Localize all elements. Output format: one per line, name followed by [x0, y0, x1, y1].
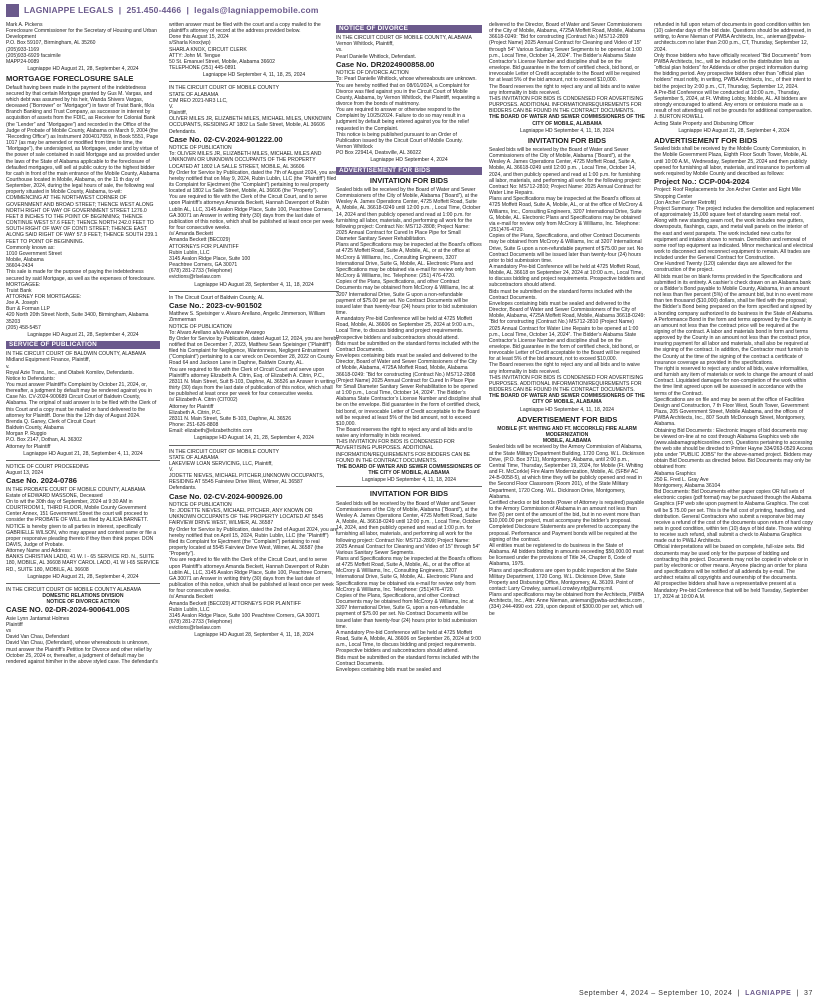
notice-text: Morgan P. Ruggio [6, 431, 47, 438]
notice-text: One Hundred Twenty (120) calendar days are allowed for the construction of the project. [654, 261, 792, 274]
notice-text: Pearl Danielle Whitlock, Defendant. [336, 53, 417, 60]
notice-text: Baldwin County, Alabama [6, 425, 64, 432]
notice-text: Email: elizabeth@elizabethcitrin.com [169, 428, 253, 435]
notice-text: vs [6, 628, 12, 635]
header-title: LAGNIAPPE LEGALS [24, 5, 114, 15]
publication-dates: Lagniappe HD August 21, 28, September 4, 2024 [678, 127, 790, 134]
notice-text: David Van Chau, (Defendant), whose whereabouts is unknown, must answer the Plaintiff’s Petition for Divorce and other relief by October 25, 2024 or, thereafter, a judgment of default may be rendered against him/her in the above styled case. The defendant’s [6, 640, 158, 665]
notice-text: Attorney for Plaintiff [169, 403, 214, 410]
notice-text: Notice to Defendants: [6, 375, 55, 382]
notice-text: JODETTE NIEVES, MICHAEL PITCHER,UNKNOWN OCCUPANTS, RESIDING AT 5545 Fairview Drive West, Wilmer, AL 36587 [169, 473, 325, 486]
notice-text: You are required to answer or otherwise respond to the Complaint by 10/25/2024. Failure to do so may result in a judgment by default being entered against you for the relief requested in the Complaint. [336, 107, 469, 132]
notice-text: Rubin Lublin, LLC [169, 249, 210, 256]
notice-text: Copies of the Plans, Specifications, and other Contract Documents may be obtained from McCrory & Williams, Inc at 3207 International Drive, Suite G upon a non-refundable payment of $75.00 per set. No Contract Documents will be issued later than twenty-four (24) hours prior to bid submission time. [336, 279, 477, 317]
notice-text: Elizabeth A. Citrin, P.C. [169, 409, 222, 416]
notice-text: To: Alvaro Arellano a/k/a Alvarare Alvarego [169, 329, 265, 336]
notice-text: All entities must be registered to do business in the State of Alabama. All bidders bidding in amounts exceeding $50,000.00 must be licensed under the provisions of Title 34, Chapter 8, Code of Alabama, 1975. [489, 542, 644, 568]
notice-text: IN THE CIRCUIT COURT OF MOBILE COUNTY [169, 85, 279, 92]
notice-text: Certified checks or bid bonds (Power of Attorney is required) payable to the Armory Commission of Alabama in an amount not less than five (5) per cent of the amount of the bid, but in no event more than $10,000.00 per project, must accompany the bidder’s proposal. Completed Disclosure Statements are preferred to accompany the proposal. Performance and Payment bonds will be required at the signing of the contract. [489, 499, 645, 543]
notice-text: Mark A. Pickens [6, 22, 43, 28]
notice-divider [169, 81, 339, 82]
header-phone: 251.450-4466 [126, 5, 182, 15]
notice-text: Bid Documents: Bid Documents either paper copies OR full sets of electronic copies (pdf format) may be purchased through the Alabama Graphics (FP web site upon payment to Alabama Graphics. The cost will be $ 75.00 per set. This is the full cost of printing, handling, and distribution. General Contractors who submit a responsive bid may receive a refund of the cost of the documents upon return of hard copy sets in good condition, within ten (10) days of bid date. Those wishing to receive such refund, shall submit a check to Alabama Graphics made out to PW&J Architects. [654, 489, 813, 545]
notice-text: 250 E. Fred L. Gray Ave [654, 476, 709, 483]
notice-text: CIM REO 2021-NR3 LLC, [169, 97, 228, 104]
notice-text: Mobile, Alabama [6, 257, 44, 264]
notice-text: Copies of the Plans, Specifications, and other Contract Documents may be obtained from McCrory & Williams, Inc at 3207 International Drive, Suite G upon a non-refundable payment of $75.00 per set. No Contract Documents will be issued later than twenty-four (24) hours prior to bid submission time. [489, 233, 644, 264]
notice-text: Estate of EDWARD MASSONE, Deceased [6, 492, 103, 499]
footer-publication: LAGNIAPPE [745, 990, 792, 997]
notice-heading: Case No. 02-CV-2024-900926.00 [169, 491, 283, 501]
notice-text: Joe A. Joseph [6, 300, 38, 307]
publication-dates: Lagniappe HD August 21, 28, September 4, 2024 [27, 331, 139, 338]
notice-text: Project: Roof Replacements for Jon Archer Center and Eight Mile Shopping Center [654, 187, 801, 200]
notice-heading: INVITATION FOR BIDS [369, 175, 449, 185]
notice-text: Plans and Specifications may be inspected at the Board’s offices at 4725 Moffett Road, Suite A, Mobile, AL, or at the office at McCrory & Williams, Inc., Consulting Engineers, 3207 International Drive, Suite G, Mobile, AL. Electronic Plans and Specifications may be obtained via e-mail for review only from McCrory & Williams, Inc. Telephone: (251) 476-4720. [336, 242, 482, 280]
notice-text: Plans and Specifications may be inspected at the Board’s offices at 4725 Moffett Road, Suite A, Mobile, AL, or at the office at McCrory & Williams, Inc., Consulting Engineers, 3207 International Drive, Suite G, Mobile, AL. Electronic Plans and Specifications may be obtained via e-mail for review only from McCrory & Williams, Inc. Telephone: (251)476-4720. [336, 556, 482, 593]
notice-text: A mandatory Pre-bid Conference will be held at 4725 Moffett Road, Mobile, AL 36618 on September 24, 2024 at 10:00 a.m., Local Time, to discuss bidding and project requirements. Prospective bidders and subcontractors should attend. [489, 263, 645, 289]
notice-heading: Case No.: 2023-cv-901502 [169, 300, 262, 310]
notice-text: ATTORNEYS FOR PLAINTIFF [169, 243, 239, 250]
notice-text: The Board reserves the right to reject any and all bids and to waive any informality in bids received. [489, 83, 640, 96]
publication-dates: Lagniappe HD August 28, September 4, 11, 18, 2024 [194, 632, 314, 639]
notice-text: You must answer Plaintiff’s Complaint by October 21, 2024, or, thereafter, a judgment by default may be rendered against you in Case No. CV-2024-900689 Circuit Court of Baldwin County, Alabama. The original of said answer is to be filed with the Clerk of this Court and a copy must be mailed or hand delivered to the attorney for Plaintiff. Done this the 12th day of August 2024. [6, 382, 157, 419]
notice-text: LAKEVIEW LOAN SERVICING, LLC, Plaintiff, [169, 460, 273, 467]
notice-text: A Pre-Bid Conference will be conducted at 10:00 a.m., Thursday, September 5, 2024, at Ft. Whiting Lobby, Mobile, AL. All bidders are strongly encouraged to attend. Any errors or omissions made as a result of not attending will not be grounds for additional compensation. [654, 89, 813, 115]
notice-text: MAPP24-0089 [6, 58, 40, 65]
notice-text: Bids must be submitted on the standard forms included with the Contract Documents. [336, 654, 480, 667]
notice-text: Midland Equipment Finance, Plaintiff, [6, 357, 90, 364]
notice-text: Phone: 251-626-8808 [169, 422, 219, 429]
publication-dates: Lagniappe HD September 4, 11, 18, 25, 2024 [202, 72, 306, 79]
notice-text: You are required to file with the Clerk of the Circuit Court, and to serve upon Plaintiff’s attorneys Amanda Beckett, Hannah Davenport of Rubin Lublin AL, LLC, 3145 Avalon Ridge Place, Suite 100, Peachtree Corners, GA 30071 an Answer in writing thirty (30) days from the last date of publication of this notice, which shall be published at least once per week for four consecutive weeks. [169, 194, 334, 232]
notice-text: STATE OF ALABAMA [169, 454, 219, 461]
column-4 [489, 22, 645, 990]
publication-dates: Lagniappe HD August 21, 28, September 4, 2024 [27, 66, 139, 73]
notice-text: 36604-2434 [6, 263, 34, 270]
notice-text: Truist Bank [6, 287, 32, 294]
notice-text: Attorney for Plaintiff [6, 443, 51, 450]
notice-text: Done this August 15, 2024 [169, 34, 229, 41]
notice-heading: Case No. 02-CV-2024-901222.00 [169, 134, 283, 144]
notice-text: 1010 Government Street [6, 250, 62, 257]
notice-text: By Order for Service by Publication, dated the 2nd of August 2024, you are hereby notified that on April 15, 2024, Rubin Lublin, LLC (the “Plaintiff”) filed its Complaint for Ejectment (the “Complaint”) pertaining to real property located at 5545 Fairview Drive West, Wilmer, AL 36587 (the “Property”). [169, 526, 338, 558]
notice-text: V. [169, 103, 174, 110]
notice-text: BANKS CHRISTIAN LADD, 41 W. I - 65 SERVICE RD. N., SUITE 180, MOBILE, AL 36608 MARY CAROL LADD, 41 W I-65 SERVICE RD., SUITE 180, MOBILE, AL 36608 [6, 554, 160, 573]
notice-text: THIS INVITATION FOR BIDS IS CONDENSED FOR ADVERTISING PURPOSES. ADDITIONAL INFORMATION/REQUIREMENTS FOR BIDDERS CAN BE FOUND IN THE CONTRACT DOCUMENTS. [489, 374, 644, 394]
notice-divider [169, 291, 339, 292]
notice-text: s/Sharla Knox(wp) [169, 40, 211, 47]
notice-divider [169, 445, 339, 446]
header-line: LAGNIAPPE LEGALS | 251.450-4466 | legals@lagniappemobile.com [24, 5, 319, 15]
publication-dates: Lagniappe HD September 4, 11, 18, 2024 [520, 406, 614, 413]
notice-text: written answer must be filed with the court and a copy mailed to the plaintiff’s attorney of record at the address provided below. [169, 22, 321, 35]
notice-heading: MORTGAGE FORECLOSURE SALE [6, 74, 134, 84]
notice-text: v. [6, 363, 10, 370]
notice-text: ATTORNEY FOR MORTGAGEE: [6, 293, 82, 300]
notice-text: /s/ Elizabeth A. Citrin (CIT002) [169, 397, 238, 404]
notice-text: Brenda Q. Ganey, Clerk of Circuit Court [6, 418, 96, 425]
notice-text: IN THE PROBATE COURT OF MOBILE COUNTY, ALABAMA [6, 486, 146, 493]
footer-dates: September 4, 2024 – September 10, 2024 [578, 990, 733, 997]
notice-text: OLIVER MILES JR, ELIZABETH MILES, MICHAEL MILES, UNKNOWN OCCUPANTS, RESIDING AT 1802 La Salle Street, Mobile, AL 36606 [169, 116, 331, 129]
notice-text: NOTICE OF PUBLICATION [169, 323, 232, 330]
notice-text: The right is reserved to reject any and/or all bids, waive informalities, and furnish any item of materials or work to change the amount of said Contract. Liquidated damages for non-completion of the work within the time limit agreed upon will be assessed in accordance with the terms of the Contract. [654, 365, 813, 397]
notice-text: (205)933-1169 [6, 46, 40, 53]
notice-text: IN THE CIRCUIT COURT OF MOBILE COUNTY, ALABAMA [336, 35, 472, 42]
notice-text: A Performance Bond in the form and terms approved by the County in an amount not less than the contract price will be required at the signing of the contract. A labor and materials bond in form and terms approved by the County in an amount not less than the contract price, insuring payment for all labor and materials, shall also be required at the signing of the contract. In addition, the Contractor must furnish to the County at the time of the signing of the contract a certificate of insurance coverage as provided in the specifications. [654, 316, 812, 366]
publication-dates: Lagniappe HD September 4, 2024 [370, 157, 448, 164]
notice-text: Peachtree Corners, GA 30071 [169, 262, 238, 269]
notice-text: Burr & Forman LLP [6, 306, 50, 313]
notice-text: To: Pearl Danielle Whitlock, whose whereabouts are unknown. [336, 76, 477, 83]
notice-text: 420 North 20th Street North, Suite 3400, Birmingham, Alabama 35203 [6, 312, 149, 325]
legal-notices-page [6, 22, 814, 990]
notice-text: This sale is made for the purpose of paying the indebtedness secured by said Mortgage, as well as the expenses of foreclosure. [6, 269, 156, 282]
notice-text: You are required to file with the Clerk of Circuit Court and serve upon Plaintiff’s attorney Elizabeth A. Citrin, Esq. of Elizabeth A. Citrin, P.C., 28311 N. Main Street, Suit B-103, Daphne, AL 36526 an Answer in writing thirty (30) days from the last date of publication of this notice, which shall be published at least once per week for four consecutive weeks. [169, 366, 335, 398]
notice-text: Plaintiff [6, 621, 23, 628]
notice-heading: CASE NO. 02-DR-2024-900641.00S [6, 605, 130, 615]
notice-text: 3145 Avalon Ridge Place, Suite 100 [169, 255, 251, 262]
notice-text: Obtaining Bid Documents : Electronic images of bid documents may be viewed on-line at no cost through Alabama Graphics web site (www.alabamagraphicsonline.com). Questions pertaining to accessing the web site should be directed to Printer Hayne 334/263-0529 Access jobs under “PUBLIC JOBS” for the above-named project. Bidders may obtain Bid Documents as directed below. Bid Documents may only be obtained from: [654, 427, 813, 471]
notice-heading: INVITATION FOR BIDS [369, 489, 449, 499]
notice-text: V. [169, 466, 174, 473]
section-banner: ADVERTISEMENT FOR BIDS [336, 167, 482, 175]
notice-text: P.O. Box 2147, Dothan, AL 36302 [6, 437, 82, 444]
header-email: legals@lagniappemobile.com [194, 5, 319, 15]
notice-text: Plaintiff, [169, 110, 188, 117]
notice-subheading: THE BOARD OF WATER AND SEWER COMMISSIONERS OF THE CITY OF MOBILE, ALABAMA [489, 393, 645, 406]
notice-text: Acting State Property and Disbursing Officer [654, 120, 754, 127]
notice-text: NOTICE OF COURT PROCEEDING [6, 463, 89, 470]
notice-text: Plans and specifications are open to public inspection at the State Military Department, 1720 Cong. W.L. Dickinson Drive, State Property and Disbursing Office, Montgomery, AL 36109. Point of contact: Larry Crowley, samuel.l.crowley.nfg@army.mil. [489, 567, 638, 592]
notice-text: Defendants. [169, 485, 197, 492]
notice-text: (205)933-6929 facsimile [6, 52, 61, 59]
notice-text: IN THE CIRCUIT COURT OF MOBILE COUNTY [169, 448, 279, 455]
notice-text: Bids must be submitted on the standard forms included with the Contract Documents. [336, 340, 480, 353]
notice-text: SHARLA KNOX, CIRCUIT CLERK [169, 46, 247, 53]
notice-text: Default having been made in the payment of the indebtedness secured by that certain Mortgage granted by Gus M. Vargas, and which debt was assumed by his heir, Wanda Shivers Vargas, deceased (“Borrower” or “Mortgagor”) in favor of Truist Bank, f/k/a Branch Banking and Trust Company, as successor in interest by acquisition of assets from the FDIC, as Receiver for Colonial Bank (the “Lender” and “Mortgagee”) and recorded in the Office of the Judge of Probate of Mobile County, Alabama on March 9, 2004 (the “Recording Office”) as Instrument 2004017059, in Book 5551, Page 1017 (as may be amended or modified from time to time, the “Mortgage”), the undersigned, as Mortgagee, under and by virtue of the power of sale contained in said Mortgage and as provided under the laws of the State of Alabama applicable to the foreclosure of defaulted mortgages, will sell at public outcry to the highest bidder for cash in front of the main entrance of the Mobile County, Alabama Courthouse located in Mobile, Alabama, on the 11 th day of September, 2024, during the legal hours of sale, the following real property situated in Mobile County, Alabama, to-wit: [6, 84, 160, 196]
notice-divider [6, 460, 160, 461]
notice-text: Vernon Whitlock [336, 144, 373, 151]
notice-text: This notice is being published pursuant to an Order of Publication issued by the Circuit Court of Mobile County. [336, 131, 463, 144]
notice-text: TELEPHONE (251) 445-0891 [169, 65, 237, 72]
notice-text: Envelopes containing bids must be sealed and [336, 666, 442, 673]
notice-text: Sealed bids shall be received by the Mobile County Commission, in the Mobile Government Plaza, Eighth Floor South Tower, Mobile, AL until 10:00 A.M., Wednesday, September 25, 2024 and then publicly opened for furnishing all labor, materials, and insurance to perform all work required by Mobile County and described as follows: [654, 146, 811, 177]
notice-text: The Board reserves the right to reject any and all bids and to waive any informality in bids received. [489, 362, 640, 375]
notice-subheading: THE BOARD OF WATER AND SEWER COMMISSIONERS OF THE CITY OF MOBILE, ALABAMA [489, 114, 645, 127]
notice-text: (678) 281-2733 (Telephone) [169, 618, 233, 625]
notice-text: vs. [336, 47, 343, 54]
publication-dates: Lagniappe HD September 4, 11, 18, 2024 [520, 127, 614, 134]
notice-text: David Van Chau, Defendant [6, 634, 70, 641]
notice-text: Defendants. [169, 128, 197, 135]
notice-text: You are required to file with the Clerk of the Circuit Court, and to serve upon Plaintiff’s attorneys Amanda Beckett, Hannah Davenport of Rubin Lublin AL, LLC, 3145 Avalon Ridge Place, Suite 100, Peachtree Corners, GA 30071 an Answer in writing thirty (30) days from the last date of publication of this notice, which shall be published at least once per week for four consecutive weeks. [169, 557, 334, 595]
notice-subheading: MOBILE, ALABAMA [542, 438, 592, 445]
notice-text: STATE OF ALABAMA [169, 91, 219, 98]
notice-text: Only those bidders who have officially received “Bid Documents” from PWBA Architects, Inc., will be included on the distribution lists as “official plan holders” for Addenda or other project information during the bidding period. Any prospective bidders other than “official plan holders” must notify, in writing, PWBA Architects, Inc., of their intent to bid the project by 2:00 p.m., CT, Thursday, September 12, 2024. [654, 52, 812, 90]
notice-text: Bids must be submitted on the standard forms included with the Contract Documents. [489, 288, 633, 301]
notice-text: Envelopes containing bids must be sealed and delivered to the Director, Board of Water and Sewer Commissioners of the City of Mobile, Alabama, 4725A Moffett Road, Mobile, Alabama 36618-0249: “Bid for constructing (Contract No.) MS712-2810 (Project Name) 2025 Annual Contract for Water Line Repairs to be opened at 1:00 p.m., Local Time, October 14, 2024”. The Bidder’s Alabama State Contractor’s License Number and discipline shall be on the envelope. Bid guarantee in the form of certified check, bid bond, or irrevocable Letter of Credit acceptable to the Board will be required for at least 5% of the bid amount, not to exceed $10,000. [489, 300, 645, 363]
footer-page-number: 37 [804, 990, 813, 997]
notice-text: evictions@rlselaw.com [169, 625, 221, 632]
notice-text: 50 St. Emanuel Street, Mobile, Alabama 36602 [169, 58, 275, 65]
column-5 [654, 22, 814, 990]
publication-dates: Lagniappe HD August 21, 28, September 4, 2024 [27, 573, 139, 580]
notice-heading: Case No. DR2024900858.00 [336, 59, 435, 69]
notice-text: Sealed bids will be received by the Board of Water and Sewer Commissioners of the City of Mobile, Alabama (“Board”), at the Wesley A. James Operations Center, 4725 Moffett Road, Suite A, Mobile, AL 36618-0249 until 12:00 p.m. , Local Time, October 14, 2024, and then publicly opened and read at 1:00 p.m. for furnishing all labor, materials, and performing all work for the following project: Contract No: MS712-2810; Project Name: 2025 Annual Contract for Water Line Repairs. [489, 147, 642, 197]
publication-dates: Lagniappe HD August 14, 21, 28, September 4, 2024 [194, 435, 314, 442]
notice-text: By Order for Service by Publication, dated the 7th of August 2024, you are hereby notified that on May 9, 2024, Rubin Lublin, LLC (the “Plaintiff”) filed its Complaint for Ejectment (the “Complaint”) pertaining to real property located at 1802 La Salle Street, Mobile, AL 36606 (the “Property”). [169, 169, 337, 195]
notice-text: J. BURTON ROWELL [654, 114, 704, 121]
notice-text: Foreclosure Commissioner for the Secretary of Housing and Urban Development [6, 28, 157, 41]
notice-text: Official interpretations will be based on complete, full-size sets. Bid documents may be used only for the purpose of bidding and contracting this project. Documents may not be copied in whole or in part by electronic or other means. Anyone placing an order for plans and specifications will be notified of all addenda by e-mail. The architect retains all copyrights and ownership of the documents. [654, 544, 809, 582]
notice-text: Copies of the Plans, Specifications, and other Contract Documents may be obtained from McCrory & Williams, Inc at 3207 International Drive, Suite G, upon a non-refundable payment of $75.00 per set. No Contract Documents will be issued later than twenty-four (24) hours prior to bid submission time. [336, 592, 477, 630]
notice-text: The Board reserves the right to reject any and all bids and to waive any informality in bids received. [336, 426, 473, 440]
publication-dates: Lagniappe HD August 21, 28, September 4, 11, 2024 [23, 450, 143, 457]
notice-heading: Case No. 2024-0786 [6, 476, 77, 486]
notice-text: P.O. Box 59107, Birmingham, AL 35260 [6, 40, 96, 47]
publication-dates: Lagniappe HD August 28, September 4, 11, 18, 2024 [194, 281, 314, 288]
notice-text: ATTY: John M. Tengue [169, 52, 221, 59]
notice-text: NOTICE OF PUBLICATION [169, 502, 232, 508]
notice-text: (678) 281-2733 (Telephone) [169, 268, 233, 275]
page-header [0, 0, 819, 22]
section-banner: SERVICE OF PUBLICATION [6, 341, 160, 349]
notice-text: COMMENCING AT THE NORTHWEST CORNER OF GOVERNMENT AND BROAD STREET; THENCE WEST ALONG NORTH RIGHT OF WAY OF GOVERNMENT STREET 1276.0 FEET 8 INCHES TO THE POINT OF BEGINNING; THENCE CONTINUE WEST 57.6 FEET; THENCE NORTH 242.0 FEET TO SOUTH RIGHT OF WAY OF CONTI STREET; THENCE EAST ALONG SAID RIGHT OF WAY 57.9 FEET; THENCE SOUTH 239.1 FEET TO POINT OF BEGINNING. [6, 195, 158, 245]
notice-text: To: JODETTE NIEVES, MICHAEL PITCHER, ANY KNOWN OR UNKNOWN OCCUPANTS OF THE PROPERTY LOCATED AT 5545 FAIRVIEW DRIVE WEST, WILMER, AL 36587 [169, 508, 324, 527]
notice-text: Attorney Name and Address: [6, 548, 72, 555]
notice-text: Sealed bids will be received by the Board of Water and Sewer Commissioners of the City of Mobile, Alabama (“Board”), at the Wesley A. James Operations Center, 4725 Moffett Road, Suite A, Mobile, AL 36618-0249 until 12:00 p.m. , Local Time, October 14, 2024, and then publicly opened and read at 1:00 p.m. for furnishing all labor, materials, and performing all work for the following project: Contract No: MS712-2809; Project Name: 2025 Annual Contract for Cleaning and Video of 15” through 54” Various Sanitary Sewer Segments. [336, 500, 481, 556]
notice-text: IN THE CIRCUIT COURT OF BALDWIN COUNTY, ALABAMA [6, 351, 146, 358]
notice-text: Rubin Lublin, LLC [169, 606, 210, 613]
notice-heading: ADVERTISEMENT FOR BIDS [654, 135, 758, 145]
notice-subheading: MOBILE (FT. WHITING AND FT. MCCORKLE) FIRE ALARM MODERNIZATION [497, 425, 637, 439]
notice-text: To: OLIVER MILES JR, ELIZABETH MILES, MICHAEL MILES AND UNKNOWN OR UNKNOWN OCCUPANTS OF THE PROPERTY LOCATED AT 1802 LA SALLE STREET, MOBILE, AL 36606 [169, 151, 322, 170]
notice-text: By Order for Service by Publication, dated August 12, 2024, you are hereby notified that on December 7, 2023, Matthew Sean Speisinger (“Plaintiff”) filed his Complaint for Negligence, Wantonness, Negligent Entrustment (“Complaint”) pertaining to a car wreck on December 28, 2022 on County Road 64 and Jackson Lane in Daphne, Baldwin County, AL. [169, 335, 339, 367]
publication-logo-icon [6, 4, 19, 17]
notice-subheading: DOMESTIC RELATIONS DIVISION [42, 593, 124, 600]
notice-text: Commonly known as: [6, 244, 55, 251]
notice-text: A mandatory Pre-bid Conference will be held at 4725 Moffett Road, Suite A, Mobile, AL 36606 on September 26, 2024 at 9:00 a.m., Local Time, to discuss bidding and project requirements. Prospective bidders and subcontractors should attend. [336, 629, 481, 655]
notice-text: /s/ Amanda Beckett [169, 231, 213, 238]
section-banner: NOTICE OF DIVORCE [336, 25, 482, 33]
notice-text: Sealed bids will be received by the Armory Commission of Alabama, at the State Military Department Building, 1720 Cong. W.L. Dickinson Drive, (P.O. Box 3711), Montgomery, Alabama, until 2:00 p.m., Central Time, Thursday, September 19, 2024, for Mobile (Ft. Whiting and Ft. McCorkle) Fire Alarm Modernization, Mobile, AL (SFB# AC 24-B-0058-5), at which time they will be publicly opened and read in the Second Floor Classroom (Room 201), of the State Military Department, 1720 Cong. W.L. Dickinson Drive, Montgomery, Alabama. [489, 444, 645, 500]
column-1 [6, 22, 160, 990]
column-3 [336, 22, 482, 990]
notice-text: THIS INVITATION FOR BIDS IS CONDENSED FOR ADVERTISING PURPOSES. ADDITIONAL INFORMATION/REQUIREMENTS FOR BIDDERS CAN BE FOUND IN THE CONTRACT DOCUMENTS. [336, 439, 471, 464]
notice-text: Plans and Specifications may be inspected at the Board’s offices at 4725 Moffett Road, Suite A, Mobile, AL, or at the office of McCrory & Williams, Inc., Consulting Engineers, 3207 International Drive, Suite G, Mobile, AL. Electronic Plans and Specifications may be obtained via e-mail for review only from McCrory & Williams, Inc. Telephone: (251)476-4720. [489, 196, 643, 234]
notice-text: Matthew S. Speisinger v. Alvaro Arellano, Angelic Jimmerson, William Zimmerman [169, 311, 326, 324]
notice-text: 28311 N. Main Street, Suite B-103, Daphne, AL 36526 [169, 415, 292, 422]
notice-text: 3145 Avalon Ridge Place, Suite 100 Peachtree Corners, GA 30071 [169, 612, 320, 619]
notice-text: You are hereby notified that on 08/01/2024, a Complaint for Divorce was filed against you in the Circuit Court of Mobile County, Alabama, by Vernon Whitlock, the Plaintiff, requesting a divorce from the bonds of matrimony. [336, 82, 480, 107]
notice-text: Sealed bids will be received by the Board of Water and Sewer Commissioners of the City of Mobile, Alabama (“Board”), at the Wesley A. James Operations Center, 4725 Moffett Road, Suite A, Mobile, AL 36618-0249 until 12:00 p.m. , Local Time, October 14, 2024 and then publicly opened and read at 1:00 p.m. for furnishing all labor, materials, and performing all work for the following project: Contract No: MS712-2808; Project Name: 2025 Annual Contract for Cured In Place Pipe for Small Diameter Sanitary Sewer Rehabilitation. [336, 186, 481, 243]
notice-text: delivered to the Director, Board of Water and Sewer Commissioners of the City of Mobile, Alabama, 4725A Moffett Road, Mobile, Alabama 36618-0249: “Bid for constructing (Contract No.) MS712-2809 (Project Name) 2025 Annual Contract for Cleaning and Video of 15” through 54” Various Sanitary Sewer Segments to be opened at 1:00 p.m., Local Time, October 14, 2024”. The Bidder’s Alabama State Contractor’s License Number and discipline shall be on the envelope. Bid guarantee in the form of certified check, bid bond, or irrevocable Letter of Credit acceptable to the Board will be required for at least 5% of the bid amount, not to exceed $10,000. [489, 22, 645, 84]
notice-text: /s/ Amanda Beckett [169, 594, 213, 601]
notice-text: Plans and specifications may be obtained from the Architects, PWBA Architects, Inc., Attn: Anne Nieman, anieman@pwba-architects.com , (334) 244-4990 ext. 229, upon deposit of $300.00 per set, which will be [489, 592, 645, 617]
notice-heading: INVITATION FOR BIDS [527, 135, 607, 145]
notice-divider [336, 486, 482, 487]
notice-text: THIS INVITATION FOR BIDS IS CONDENSED FOR ADVERTISING PURPOSES. ADDITIONAL INFORMATION/REQUIREMENTS FOR BIDDERS CAN BE FOUND IN THE CONTRACT DOCUMENTS. [489, 95, 644, 115]
notice-text: NOTICE OF PUBLICATION [169, 145, 232, 152]
notice-text: All prospective bidders shall have a representative present at a Mandatory Pre-bid Conference that will be held Tuesday, September 17, 2024 at 10:00 A.M. [654, 581, 809, 600]
notice-text: Project Summary: The project includes the demolition and replacement of approximately 15,000 square feet of standing seam metal roof. Along with new standing seam roof, the work includes new gutters, downspouts, flashings, caps, and metal wall panels on the interior of the east and west parapets. The work included new curbs for equipment and intakes shown to remain. Demolition and removal of some roof top equipment as indicated. Minor mechanical and electrical work to disconnect and reconnect equipment to remain. All trades are included under the General Contract for Construction. [654, 205, 814, 262]
notice-text: August 13, 2024 [6, 470, 44, 477]
notice-subheading: NOTICE OF DIVORCE ACTION [46, 599, 120, 606]
notice-divider [6, 583, 160, 584]
notice-text: (205) 458-5457 [6, 324, 41, 331]
notice-text: IN THE CIRCUIT COURT OF MOBILE COUNTY ALABAMA [6, 586, 142, 593]
notice-subheading: THE BOARD OF WATER AND SEWER COMMISSIONERS OF THE CITY OF MOBILE, ALABAMA [336, 463, 482, 477]
notice-text: In The Circuit Court of Baldwin County, AL [169, 294, 264, 301]
notice-heading: Project No.: CCP-004-2024 [654, 177, 750, 186]
notice-text: MORTGAGEE: [6, 281, 41, 288]
notice-text: Amanda Beckett (BEC029) [169, 237, 231, 244]
notice-text: Royal Azie Trans, Inc., and Otabek Komilov, Defendants. [6, 369, 134, 376]
notice-text: On to wit the 30th day of September, 2024 at 9:30 AM in COURTROOM 1, THIRD FLOOR, Mobile County Government Center Annex, 151 Government Street the court will proceed to consider the PROBATE OF WILL as filed by ALICIA BARNETT. NOTICE is hereby given to all parties in interest, specifically GABRIELLE WILSON, who may appear and contest same or file a proper responsive pleading thereto if they then think proper. DON DAVIS, Judge of Probate. [6, 498, 157, 548]
notice-text: PO Box 229414, Deatsville, AL 36022 [336, 150, 422, 157]
notice-text: Envelopes containing bids must be sealed and delivered to the Director, Board of Water and Sewer Commissioners of the City of Mobile, Alabama, 4725A Moffett Road, Mobile, Alabama 36618-0249: “Bid for constructing (Contract No.) MS712-2808 (Project Name) 2025 Annual Contract for Cured In Place Pipe for Small Diameter Sanitary Sewer Rehabilitation to be opened at 1:00 p.m., Local Time, October 14, 2024”. The Bidder’s Alabama State Contractor’s License Number and discipline shall be on the envelope. Bid guarantee in the form of certified check, bid bond, or irrevocable Letter of Credit acceptable to the Board will be required at least 5% of the bid amount, not to exceed $10,000. [336, 353, 482, 427]
notice-text: Amanda Beckett (BEC029) ATTORNEYS FOR PLAINTIFF [169, 600, 302, 607]
notice-text: refunded in full upon return of documents in good condition within ten (10) calendar days of the bid date. Questions should be addressed, in writing, to Anne Nieman of PWBA Architects, Inc., anieman@pwba-architects.com no later than 2:00 p.m., CT, Thursday, September 12, 2024. [654, 22, 812, 53]
publication-dates: Lagniappe HD September 4, 11, 18, 2024 [362, 477, 456, 484]
notice-text: Vernon Whitlock, Plaintiff, [336, 41, 394, 48]
notice-text: All bids must be on blank forms provided in the Specifications and submitted in its entirety. A cashier’s check drawn on an Alabama bank or a Bidder’s Bond payable to Mobile County, Alabama, in an amount not less than five percent (5%) of the amount bid, but in no event more than ten thousand ($10,000) dollars, shall be filed with the proposal; the Bidder’s Bond being prepared on the form specified and signed by a bonding company authorized to do business in the State of Alabama. [654, 273, 814, 317]
notice-text: NOTICE OF DIVORCE ACTION [336, 70, 409, 77]
notice-text: Asie Lynn Jantamat Holmes [6, 615, 70, 622]
notice-text: A mandatory Pre-bid Conference will be held at 4725 Moffett Road, Mobile, AL 36606 on September 25, 2024 at 9:00 a.m., Local Time, to discuss bidding and project requirements. Prospective bidders and subcontractors should attend. [336, 316, 475, 341]
notice-text: Alabama Graphics [654, 470, 696, 477]
notice-text: (Jon Archer Center Retrofit) [654, 199, 717, 206]
notice-text: evictions@rlselaw.com [169, 274, 221, 281]
page-footer: September 4, 2024 – September 10, 2024 | LAGNIAPPE | 37 [578, 990, 813, 997]
notice-heading: ADVERTISEMENT FOR BIDS [516, 414, 618, 424]
notice-text: Specifications are on file and may be seen at the office of Facilities Design and Construction, 7 th Floor West, South Tower, Government Plaza, 205 Government Street, Mobile Alabama, and the offices of PWBA Architects, Inc., 807 South McDonough Street, Montgomery, Alabama. [654, 396, 809, 428]
column-2 [169, 22, 339, 990]
notice-text: Montgomery, Alabama 36104 [654, 482, 721, 489]
